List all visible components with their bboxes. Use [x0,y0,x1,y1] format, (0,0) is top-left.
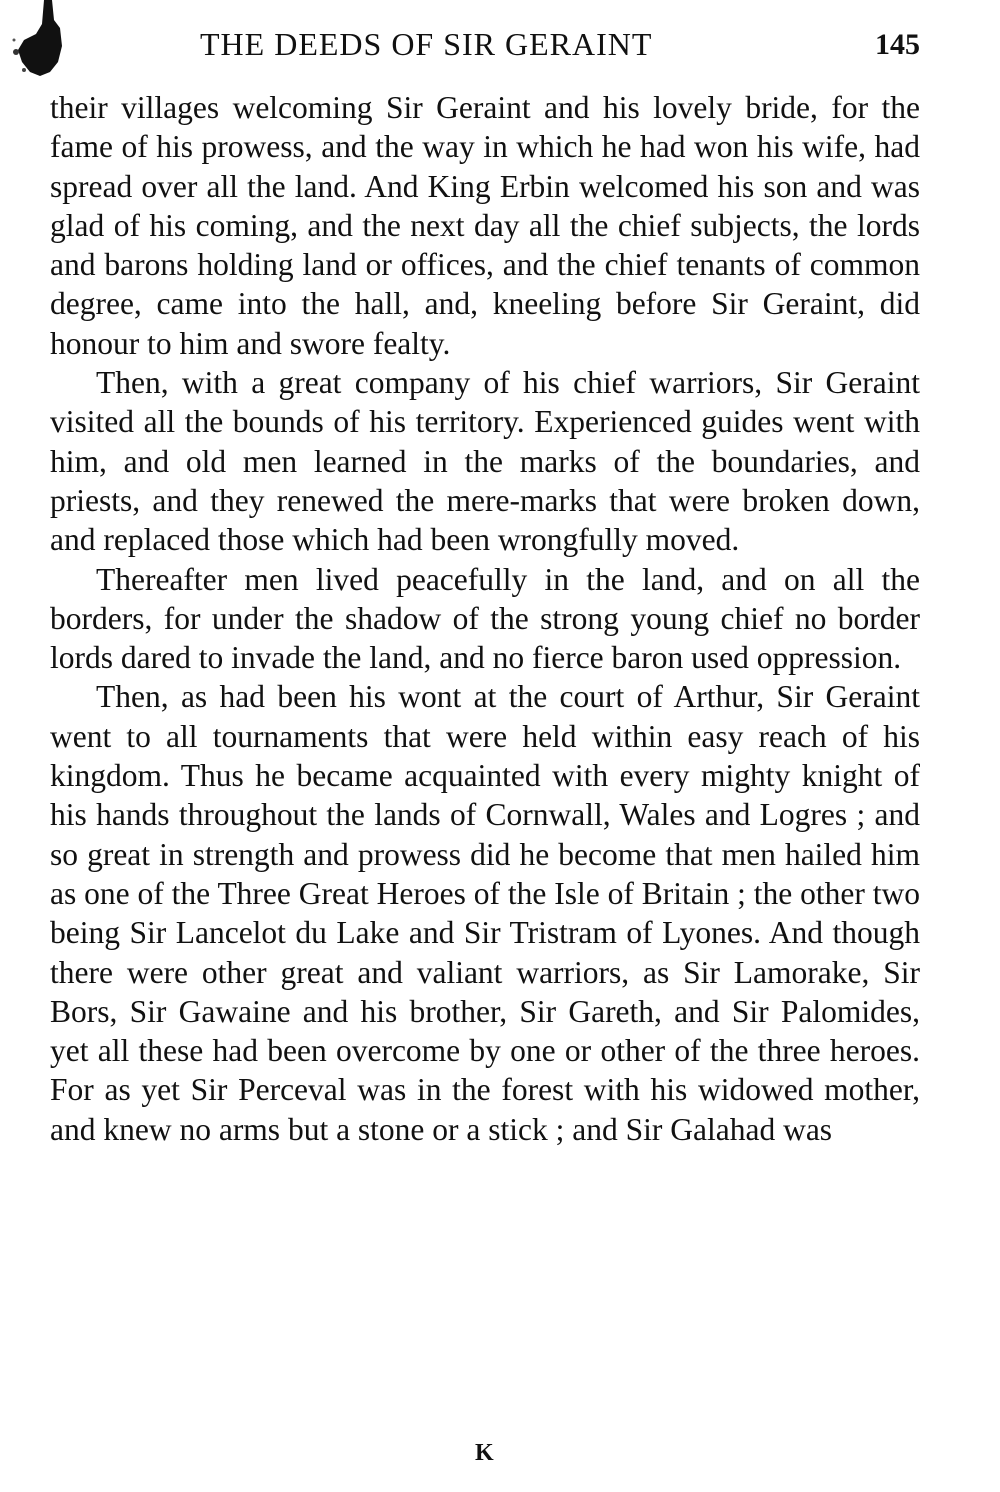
page-header [50,26,920,72]
signature-mark: K [475,1440,494,1466]
paragraph-peace: Thereafter men lived peacefully in the land, and on all the borders, for under the shadow of the strong young chief no border lords dared to invade the land, and no fierce baron used oppression. [50,561,920,676]
paragraph-boundaries: Then, with a great company of his chief warriors, Sir Geraint visited all the bounds of his territory. Experienced guides went with him, and old men learned in the marks of the boundaries, and priests, and they renewed the mere-marks that were broken down, and replaced those which had been wrongfully moved. [50,365,920,558]
body-text [50,88,920,1149]
running-title: THE DEEDS OF SIR GERAINT [200,26,653,62]
page-number: 145 [875,28,920,61]
paragraph-continuation: their villages welcoming Sir Geraint and his lovely bride, for the fame of his prowess, and the way in which he had won his wife, had spread over all the land. And King Erbin welcomed his son and was glad of his coming, and the next day all the chief subjects, the lords and barons holding land or offices, and the chief tenants of common degree, came into the hall, and, kneeling before Sir Geraint, did honour to him and swore fealty. [50,90,920,361]
paragraph-tournaments: Then, as had been his wont at the court of Arthur, Sir Geraint went to all tournaments that were held within easy reach of his kingdom. Thus he became acquainted with every mighty knight of his hands throughout the lands of Cornwall, Wales and Logres ; and so great in strength and prowess did he become that men hailed him as one of the Three Great Heroes of the Isle of Britain ; the other two being Sir Lancelot du Lake and Sir Tristram of Lyones. And though there were other great and valiant warriors, as Sir Lamorake, Sir Bors, Sir Gawaine and his brother, Sir Gareth, and Sir Palomides, yet all these had been overcome by one or other of the three heroes. For as yet Sir Perceval was in the forest with his widowed mother, and knew no arms but a stone or a stick ; and Sir Galahad was [50,679,920,1147]
